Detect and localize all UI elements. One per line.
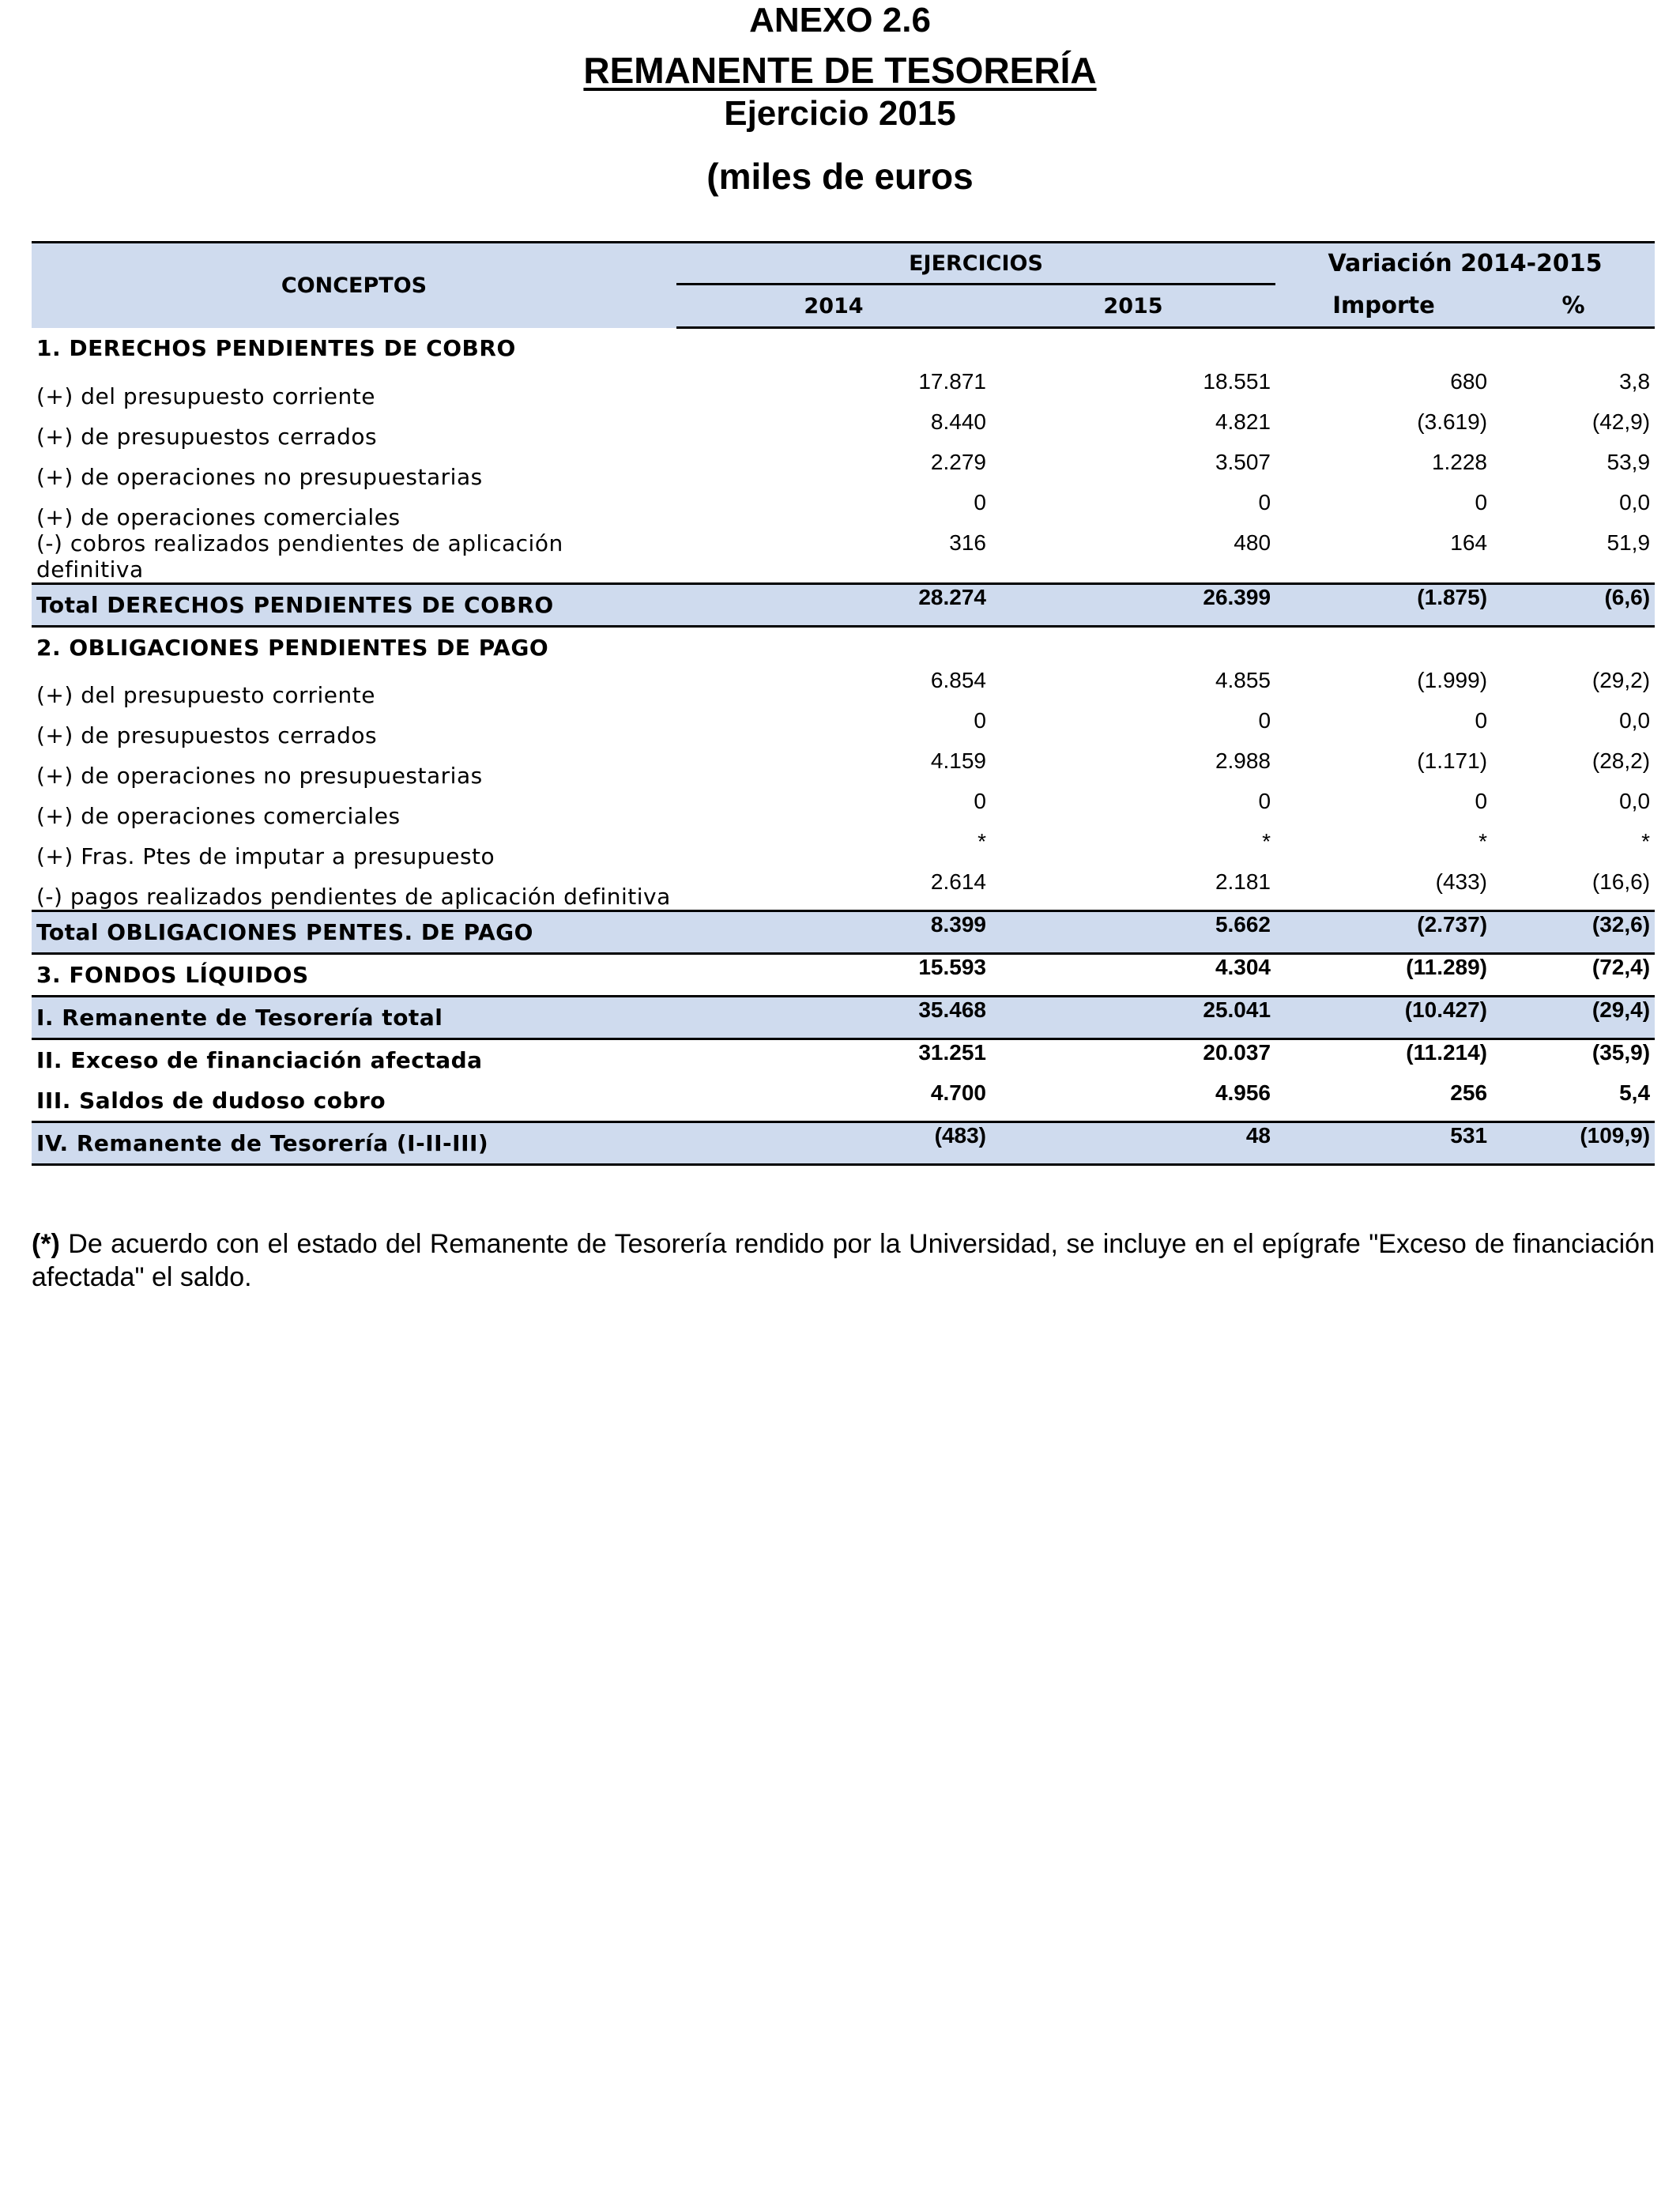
cell-2015: 2.181 [1215,869,1271,894]
cell-pct: (28,2) [1591,748,1651,773]
cell-2015: 480 [1234,530,1271,555]
cell-importe [1275,328,1492,370]
cell-importe: 680 [1450,369,1488,394]
cell-pct: 51,9 [1607,530,1651,555]
cell-2015: 3.507 [1215,450,1271,474]
header-2015: 2015 [991,285,1275,328]
cell-importe: (11.214) [1406,1040,1488,1065]
row-label: IV. Remanente de Tesorería (I-II-III) [32,1122,676,1165]
cell-2015 [991,627,1275,669]
footnote-text: De acuerdo con el estado del Remanente de Tesorería rendido por la Universidad, se incluye en el epígrafe "Exceso de financiación afectada" el saldo. [32,1229,1655,1292]
header-variacion: Variación 2014-2015 [1275,243,1655,285]
table-row [32,409,1655,450]
table-row [32,708,1655,748]
header-ejercicios: EJERCICIOS [676,243,1275,285]
row-label: (+) del presupuesto corriente [36,682,375,708]
cell-2014: 31.251 [918,1040,986,1065]
cell-2015: 0 [1258,490,1271,515]
cell-pct [1492,627,1655,669]
cell-pct [1492,328,1655,370]
row-label: Total DERECHOS PENDIENTES DE COBRO [32,584,676,627]
cell-2015: 18.551 [1203,369,1271,394]
table-row [32,530,1655,584]
unit-label: (miles de euros [706,156,974,197]
header-conceptos: CONCEPTOS [32,243,676,328]
cell-2014: 17.871 [918,369,986,394]
cell-pct: (6,6) [1492,584,1655,627]
cell-2014 [676,328,991,370]
cell-pct: (16,6) [1591,869,1651,894]
cell-importe: 0 [1475,490,1488,515]
cell-importe: * [1478,829,1488,854]
row-label: III. Saldos de dudoso cobro [32,1080,676,1122]
cell-importe: 1.228 [1431,450,1488,474]
cell-2014: 316 [949,530,986,555]
table-row [32,627,1655,669]
row-label: Total OBLIGACIONES PENTES. DE PAGO [32,911,676,954]
fiscal-year: Ejercicio 2015 [724,94,956,133]
cell-importe [1275,627,1492,669]
row-label: I. Remanente de Tesorería total [32,997,676,1039]
table-row [32,829,1655,869]
table-row [32,328,1655,370]
header-2014: 2014 [676,285,991,328]
cell-2014: 15.593 [676,954,991,997]
cell-pct: (72,4) [1492,954,1655,997]
row-label: II. Exceso de financiación afectada [36,1047,483,1073]
cell-pct: 0,0 [1619,708,1651,733]
cell-2015: 4.855 [1215,668,1271,692]
cell-importe: (11.289) [1275,954,1492,997]
table-row [32,789,1655,829]
cell-2014: 0 [974,490,986,515]
total-row [32,997,1655,1039]
cell-pct: 3,8 [1619,369,1651,394]
cell-pct: (29,4) [1492,997,1655,1039]
cell-2015: 4.304 [991,954,1275,997]
cell-2015: 4.821 [1215,409,1271,434]
cell-importe: (433) [1435,869,1488,894]
cell-2014: 4.159 [930,748,986,773]
cell-2014: 8.399 [676,911,991,954]
header-importe: Importe [1275,285,1492,328]
cell-2015: 48 [991,1122,1275,1165]
row-label: (+) de operaciones no presupuestarias [36,464,483,490]
cell-2015 [991,328,1275,370]
cell-pct: (32,6) [1492,911,1655,954]
cell-2015: 2.988 [1215,748,1271,773]
row-label: (+) del presupuesto corriente [36,383,375,409]
cell-2015: 25.041 [991,997,1275,1039]
cell-pct: 0,0 [1619,789,1651,813]
annex-number: ANEXO 2.6 [749,1,931,40]
cell-2014: 2.614 [930,869,986,894]
cell-importe: 164 [1450,530,1488,555]
cell-2015: * [1262,829,1271,854]
cell-2015: 4.956 [991,1080,1275,1122]
cell-pct: (35,9) [1591,1040,1651,1065]
cell-2014: * [977,829,986,854]
cell-importe: (3.619) [1417,409,1488,434]
row-label: (+) de operaciones no presupuestarias [36,763,483,789]
table-row [32,490,1655,530]
table-row [32,869,1655,911]
row-label: (+) de operaciones comerciales [36,803,401,829]
footnote-marker: (*) [32,1229,60,1259]
table-row [32,748,1655,789]
cell-importe: (10.427) [1275,997,1492,1039]
cell-2015: 26.399 [991,584,1275,627]
cell-pct: (29,2) [1591,668,1651,692]
cell-2014: 8.440 [930,409,986,434]
cell-2014: 2.279 [930,450,986,474]
cell-pct: 53,9 [1607,450,1651,474]
cell-pct: (42,9) [1591,409,1651,434]
cell-2015: 20.037 [1203,1040,1271,1065]
cell-2014: 35.468 [676,997,991,1039]
cell-2015: 0 [1258,708,1271,733]
cell-2014: 28.274 [676,584,991,627]
row-label: (+) de presupuestos cerrados [36,424,378,450]
cell-importe: 0 [1475,789,1488,813]
cell-importe: (2.737) [1275,911,1492,954]
cell-2014: 0 [974,708,986,733]
table-row [32,1080,1655,1122]
cell-2014: 4.700 [676,1080,991,1122]
cell-pct: * [1641,829,1651,854]
cell-2015: 5.662 [991,911,1275,954]
table-row [32,369,1655,409]
cell-importe: 531 [1275,1122,1492,1165]
table-body [32,328,1655,1165]
cell-2015: 0 [1258,789,1271,813]
cell-importe: 0 [1475,708,1488,733]
cell-importe: 256 [1275,1080,1492,1122]
cell-pct: 5,4 [1492,1080,1655,1122]
table-row [32,1039,1655,1081]
cell-2014: 0 [974,789,986,813]
total-row [32,584,1655,627]
total-row [32,1122,1655,1165]
page-title: REMANENTE DE TESORERÍA [583,50,1097,91]
table-row [32,954,1655,997]
cell-importe: (1.875) [1275,584,1492,627]
footnote [32,1227,1655,1294]
row-label: (+) Fras. Ptes de imputar a presupuesto [36,843,495,869]
treasury-remainder-table [32,241,1655,1166]
cell-importe: (1.171) [1417,748,1488,773]
row-label: 2. OBLIGACIONES PENDIENTES DE PAGO [36,635,549,661]
cell-2014 [676,627,991,669]
row-label: (+) de presupuestos cerrados [36,722,378,748]
total-row [32,911,1655,954]
table-row [32,668,1655,708]
header-pct: % [1492,285,1655,328]
cell-pct: 0,0 [1619,490,1651,515]
cell-importe: (1.999) [1417,668,1488,692]
row-label: (+) de operaciones comerciales [36,504,401,530]
row-label: 1. DERECHOS PENDIENTES DE COBRO [36,335,516,362]
row-label: (-) pagos realizados pendientes de aplicación definitiva [36,884,671,910]
row-label: 3. FONDOS LÍQUIDOS [32,954,676,997]
cell-2014: 6.854 [930,668,986,692]
cell-2014: (483) [676,1122,991,1165]
table-row [32,450,1655,490]
row-label: (-) cobros realizados pendientes de aplicación definitiva [36,530,563,582]
cell-pct: (109,9) [1492,1122,1655,1165]
